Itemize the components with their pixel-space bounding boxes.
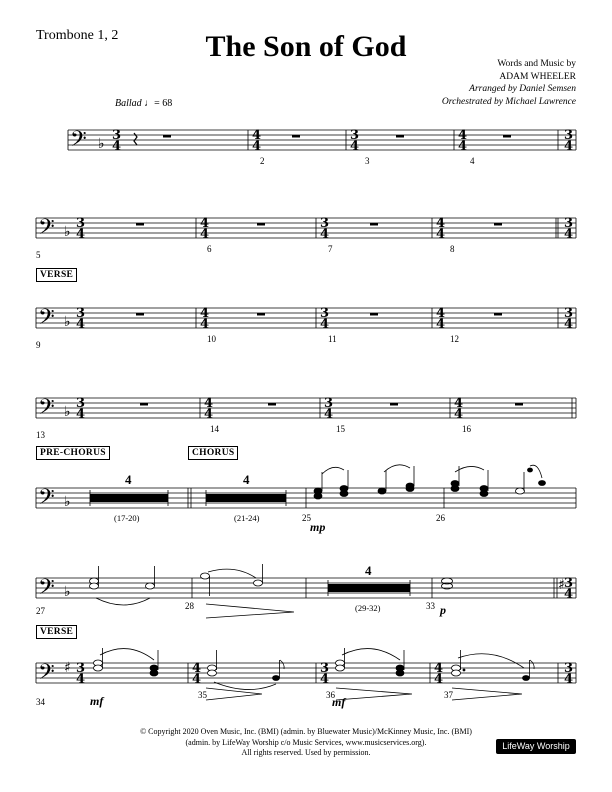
- time-sig-bottom: 4: [192, 672, 202, 687]
- time-sig-top: 4: [436, 216, 446, 231]
- time-sig-top: 4: [204, 396, 214, 411]
- measure-number: 28: [185, 601, 194, 611]
- measure-number: 16: [462, 424, 471, 434]
- measure-number: 26: [436, 513, 445, 523]
- system-5: [36, 465, 576, 508]
- time-sig-top: 3: [76, 306, 86, 321]
- measure-number: 25: [302, 513, 311, 523]
- tempo-label: Ballad: [115, 98, 142, 109]
- time-sig-top: 4: [434, 661, 444, 676]
- time-sig-top: 3: [320, 216, 330, 231]
- time-sig-top: 3: [112, 128, 122, 143]
- time-sig-bottom: 4: [76, 227, 86, 242]
- time-sig-bottom: 4: [320, 227, 330, 242]
- measure-number: 2: [260, 156, 265, 166]
- song-title: The Son of God: [205, 30, 407, 63]
- system-4: [36, 398, 576, 418]
- time-sig-bottom: 4: [200, 317, 210, 332]
- flat-icon: ♭: [64, 584, 71, 600]
- time-sig-bottom: 4: [324, 407, 334, 422]
- time-sig-top: 3: [564, 128, 574, 143]
- rehearsal-mark-verse-1: VERSE: [36, 268, 77, 282]
- bass-clef-icon: 𝄢: [70, 127, 87, 157]
- time-sig-top: 3: [564, 216, 574, 231]
- measure-number: 27: [36, 606, 45, 616]
- flat-icon: ♭: [64, 494, 71, 510]
- time-sig-bottom: 4: [436, 317, 446, 332]
- time-sig-bottom: 4: [454, 407, 464, 422]
- time-sig-bottom: 4: [320, 672, 330, 687]
- measure-number: 14: [210, 424, 219, 434]
- time-sig-top: 4: [252, 128, 262, 143]
- measure-number: 6: [207, 244, 212, 254]
- bass-clef-icon: 𝄢: [38, 485, 55, 515]
- words-music-label: Words and Music by: [497, 59, 576, 69]
- measure-number: 37: [444, 690, 453, 700]
- measure-number: 9: [36, 340, 41, 350]
- bass-clef-icon: 𝄢: [38, 395, 55, 425]
- time-sig-bottom: 4: [76, 407, 86, 422]
- time-sig-bottom: 4: [564, 672, 574, 687]
- time-sig-top: 4: [200, 306, 210, 321]
- multi-rest-range: (21-24): [234, 513, 260, 523]
- dynamic-mf: mf: [332, 695, 346, 709]
- copyright-line: All rights reserved. Used by permission.: [241, 748, 371, 757]
- system-1: [68, 130, 576, 150]
- time-sig-bottom: 4: [436, 227, 446, 242]
- bass-clef-icon: 𝄢: [38, 660, 55, 690]
- measure-number: 35: [198, 690, 207, 700]
- sharp-icon: ♯: [64, 660, 71, 676]
- multi-rest-range: (17-20): [114, 513, 140, 523]
- time-sig-bottom: 4: [76, 672, 86, 687]
- time-sig-top: 3: [564, 576, 574, 591]
- bass-clef-icon: 𝄢: [38, 305, 55, 335]
- orchestrator: Orchestrated by Michael Lawrence: [441, 96, 576, 107]
- measure-number: 5: [36, 250, 41, 260]
- multi-rest-count: 4: [243, 472, 250, 487]
- system-2: [36, 218, 576, 238]
- sharp-icon: ♯: [558, 577, 565, 593]
- time-sig-top: 4: [200, 216, 210, 231]
- rehearsal-mark-verse-2: VERSE: [36, 625, 77, 639]
- system-7: [36, 648, 576, 700]
- measure-number: 13: [36, 430, 45, 440]
- time-sig-bottom: 4: [434, 672, 444, 687]
- time-sig-top: 3: [76, 661, 86, 676]
- part-name: Trombone 1, 2: [36, 28, 119, 43]
- time-sig-bottom: 4: [564, 139, 574, 154]
- dynamic-p: p: [440, 603, 446, 617]
- time-sig-bottom: 4: [320, 317, 330, 332]
- time-sig-top: 3: [320, 661, 330, 676]
- time-sig-bottom: 4: [350, 139, 360, 154]
- measure-number: 4: [470, 156, 475, 166]
- time-sig-bottom: 4: [252, 139, 262, 154]
- system-3: [36, 308, 576, 328]
- time-sig-top: 4: [458, 128, 468, 143]
- time-sig-top: 3: [324, 396, 334, 411]
- measure-number: 11: [328, 334, 337, 344]
- rehearsal-mark-pre-chorus: PRE-CHORUS: [36, 446, 110, 460]
- time-sig-top: 3: [320, 306, 330, 321]
- measure-number: 33: [426, 601, 435, 611]
- time-sig-bottom: 4: [564, 317, 574, 332]
- arranger: Arranged by Daniel Semsen: [469, 84, 576, 94]
- time-sig-top: 3: [564, 661, 574, 676]
- time-sig-bottom: 4: [76, 317, 86, 332]
- rehearsal-mark-chorus: CHORUS: [188, 446, 238, 460]
- time-sig-top: 3: [76, 216, 86, 231]
- measure-number: 8: [450, 244, 455, 254]
- measure-number: 15: [336, 424, 345, 434]
- system-6: [36, 564, 576, 618]
- flat-icon: ♭: [98, 136, 105, 152]
- time-sig-top: 3: [564, 306, 574, 321]
- measure-number: 7: [328, 244, 333, 254]
- time-sig-bottom: 4: [564, 227, 574, 242]
- time-sig-bottom: 4: [200, 227, 210, 242]
- copyright-line: © Copyright 2020 Oven Music, Inc. (BMI) (admin. by Bluewater Music)/McKinney Music, Inc. (BMI): [140, 727, 472, 736]
- copyright-line: (admin. by LifeWay Worship c/o Music Services, www.musicservices.org).: [185, 737, 427, 747]
- time-sig-bottom: 4: [458, 139, 468, 154]
- tempo-bpm: = 68: [154, 98, 173, 109]
- time-sig-bottom: 4: [564, 587, 574, 602]
- multi-rest-count: 4: [125, 472, 132, 487]
- dynamic-mp: mp: [310, 520, 326, 534]
- measure-number: 10: [207, 334, 216, 344]
- composer: ADAM WHEELER: [499, 71, 576, 82]
- multi-rest-count: 4: [365, 563, 372, 578]
- dynamic-mf: mf: [90, 694, 104, 708]
- flat-icon: ♭: [64, 224, 71, 240]
- measure-number: 3: [365, 156, 370, 166]
- measure-number: 36: [326, 690, 335, 700]
- time-sig-top: 4: [192, 661, 202, 676]
- time-sig-top: 3: [76, 396, 86, 411]
- flat-icon: ♭: [64, 314, 71, 330]
- bass-clef-icon: 𝄢: [38, 215, 55, 245]
- time-sig-top: 3: [350, 128, 360, 143]
- flat-icon: ♭: [64, 404, 71, 420]
- lifeway-worship-logo: LifeWay Worship: [496, 739, 576, 754]
- measure-number: 12: [450, 334, 459, 344]
- time-sig-bottom: 4: [204, 407, 214, 422]
- quarter-note-icon: ♩: [144, 98, 155, 109]
- measure-number: 34: [36, 697, 45, 707]
- multi-rest-range: (29-32): [355, 603, 381, 613]
- time-sig-top: 4: [436, 306, 446, 321]
- time-sig-top: 4: [454, 396, 464, 411]
- bass-clef-icon: 𝄢: [38, 575, 55, 605]
- time-sig-bottom: 4: [112, 139, 122, 154]
